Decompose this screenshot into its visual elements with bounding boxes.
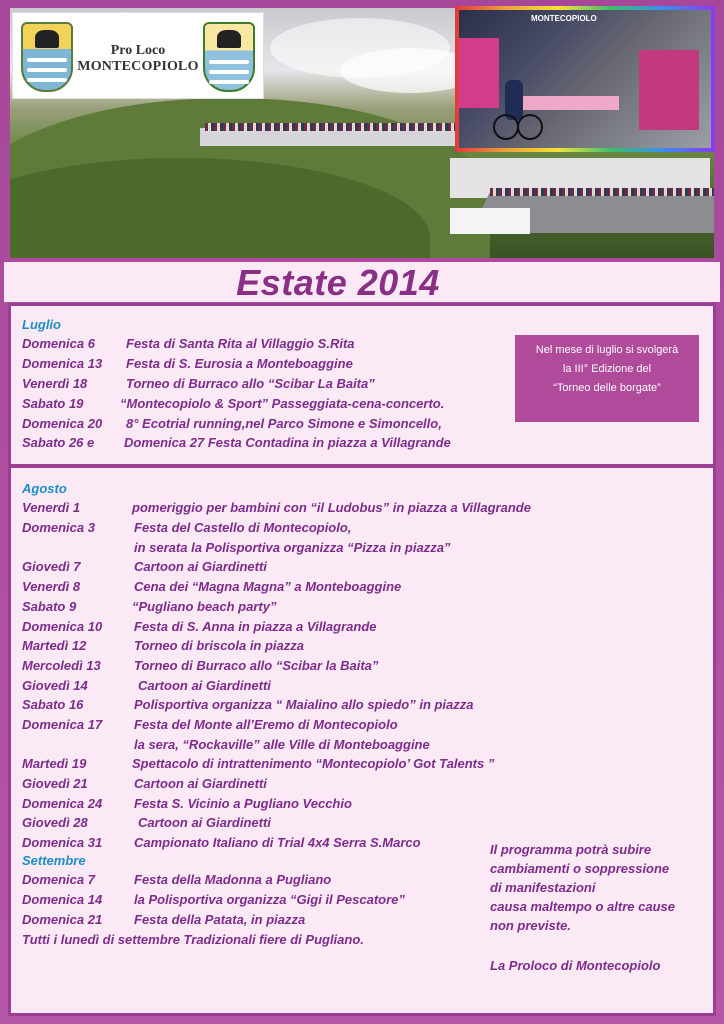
event-text: Festa di S. Eurosia a Monteboaggine xyxy=(126,356,353,371)
event-day: Sabato 9 xyxy=(22,599,77,614)
event-text: Cartoon ai Giardinetti xyxy=(138,678,271,693)
logo-line2: MONTECOPIOLO xyxy=(77,59,199,75)
august-event xyxy=(22,717,398,733)
event-day: Sabato 16 xyxy=(22,697,84,712)
event-text: Torneo di Burraco allo “Scibar La Baita” xyxy=(126,376,375,391)
september-event xyxy=(22,912,306,928)
event-text: in serata la Polisportiva organizza “Pizza in piazza” xyxy=(134,540,451,555)
disclaimer-line: cambiamenti o soppressione xyxy=(490,861,670,876)
event-text: Campionato Italiano di Trial 4x4 Serra S.Marco xyxy=(134,835,421,850)
event-day: Martedì 12 xyxy=(22,638,87,653)
august-event xyxy=(22,756,495,772)
august-event xyxy=(22,500,531,516)
july-event xyxy=(22,416,442,432)
event-text: Festa della Madonna a Pugliano xyxy=(134,872,332,887)
event-text: 8° Ecotrial running,nel Parco Simone e Simoncello, xyxy=(126,416,442,431)
event-text: Torneo di Burraco allo “Scibar la Baita” xyxy=(134,658,379,673)
event-text: Festa di Santa Rita al Villaggio S.Rita xyxy=(126,336,355,351)
montecopiolo-crest-icon xyxy=(21,22,73,92)
september-footer-note: Tutti i lunedì di settembre Tradizionali fiere di Pugliano. xyxy=(22,932,364,947)
event-text: Cena dei “Magna Magna” a Monteboaggine xyxy=(134,579,402,594)
august-event xyxy=(22,520,352,536)
month-heading-september: Settembre xyxy=(22,853,86,868)
event-day: Giovedì 7 xyxy=(22,559,81,574)
september-event xyxy=(22,892,405,908)
tournament-note xyxy=(515,335,699,422)
event-day: Domenica 6 xyxy=(22,336,95,351)
event-day: Mercoledì 13 xyxy=(22,658,101,673)
cycling-photo: MONTECOPIOLO xyxy=(455,6,715,152)
disclaimer-line: causa maltempo o altre cause xyxy=(490,899,675,914)
july-event xyxy=(22,336,355,352)
event-day: Domenica 20 xyxy=(22,416,103,431)
august-event xyxy=(22,776,267,792)
july-event xyxy=(22,376,375,392)
event-day: Martedì 19 xyxy=(22,756,87,771)
page-title: Estate 2014 xyxy=(236,262,440,303)
event-day: Domenica 7 xyxy=(22,872,95,887)
event-day: Venerdì 18 xyxy=(22,376,88,391)
september-event xyxy=(22,872,332,888)
event-text: Cartoon ai Giardinetti xyxy=(134,559,267,574)
event-day: Giovedì 14 xyxy=(22,678,88,693)
logo-text xyxy=(75,43,201,75)
disclaimer-line: Il programma potrà subire xyxy=(490,842,652,857)
event-text: “Montecopiolo & Sport” Passeggiata-cena-concerto. xyxy=(120,396,445,411)
event-day: Domenica 31 xyxy=(22,835,103,850)
august-event xyxy=(22,658,379,674)
event-day: Domenica 17 xyxy=(22,717,103,732)
event-text: Cartoon ai Giardinetti xyxy=(134,776,267,791)
event-day: Sabato 19 xyxy=(22,396,84,411)
event-text: Festa S. Vicinio a Pugliano Vecchio xyxy=(134,796,352,811)
event-day: Domenica 24 xyxy=(22,796,103,811)
event-text: Festa della Patata, in piazza xyxy=(134,912,306,927)
event-day: Giovedì 21 xyxy=(22,776,88,791)
event-day: Domenica 13 xyxy=(22,356,103,371)
event-day: Domenica 14 xyxy=(22,892,103,907)
disclaimer xyxy=(490,840,710,935)
month-heading-august: Agosto xyxy=(22,481,67,496)
july-event xyxy=(22,435,451,451)
event-text: Domenica 27 Festa Contadina in piazza a Villagrande xyxy=(124,435,451,450)
july-event xyxy=(22,356,353,372)
event-text: Festa del Monte all’Eremo di Montecopiolo xyxy=(134,717,398,732)
municipal-crest-icon xyxy=(203,22,255,92)
july-event xyxy=(22,396,445,412)
event-text: Torneo di briscola in piazza xyxy=(134,638,304,653)
event-day: Venerdì 1 xyxy=(22,500,81,515)
event-text: Cartoon ai Giardinetti xyxy=(138,815,271,830)
event-text: pomeriggio per bambini con “il Ludobus” in piazza a Villagrande xyxy=(132,500,531,515)
august-event xyxy=(22,619,377,635)
event-day: Domenica 3 xyxy=(22,520,95,535)
august-event xyxy=(22,559,267,575)
august-event xyxy=(22,678,271,694)
event-text: Festa di S. Anna in piazza a Villagrande xyxy=(134,619,377,634)
proloco-logo xyxy=(12,12,264,99)
note-line: “Torneo delle borgate” xyxy=(553,382,661,394)
august-event xyxy=(22,599,277,615)
note-line: la III° Edizione del xyxy=(562,363,652,375)
event-text: Festa del Castello di Montecopiolo, xyxy=(134,520,352,535)
event-text: la sera, “Rockaville” alle Ville di Monteboaggine xyxy=(134,737,430,752)
logo-line1: Pro Loco xyxy=(110,43,166,58)
event-day: Sabato 26 e xyxy=(22,435,95,450)
disclaimer-line: di manifestazioni xyxy=(490,880,596,895)
august-event xyxy=(22,796,352,812)
event-day: Domenica 21 xyxy=(22,912,103,927)
event-day: Domenica 10 xyxy=(22,619,103,634)
august-event xyxy=(22,579,402,595)
disclaimer-line: non previste. xyxy=(490,918,571,933)
august-event xyxy=(22,835,421,851)
august-event xyxy=(22,815,271,831)
event-text: la Polisportiva organizza “Gigi il Pescatore” xyxy=(134,892,405,907)
month-heading-july: Luglio xyxy=(22,317,61,332)
august-event xyxy=(22,638,304,654)
event-day: Venerdì 8 xyxy=(22,579,81,594)
note-line: Nel mese di luglio si svolgerà xyxy=(535,344,679,356)
august-event xyxy=(22,697,474,713)
event-text: Polisportiva organizza “ Maialino allo spiedo” in piazza xyxy=(134,697,474,712)
event-text: “Pugliano beach party” xyxy=(132,599,277,614)
event-text: Spettacolo di intrattenimento “Montecopiolo’ Got Talents ” xyxy=(132,756,495,771)
signature: La Proloco di Montecopiolo xyxy=(490,958,661,973)
event-day: Giovedì 28 xyxy=(22,815,88,830)
